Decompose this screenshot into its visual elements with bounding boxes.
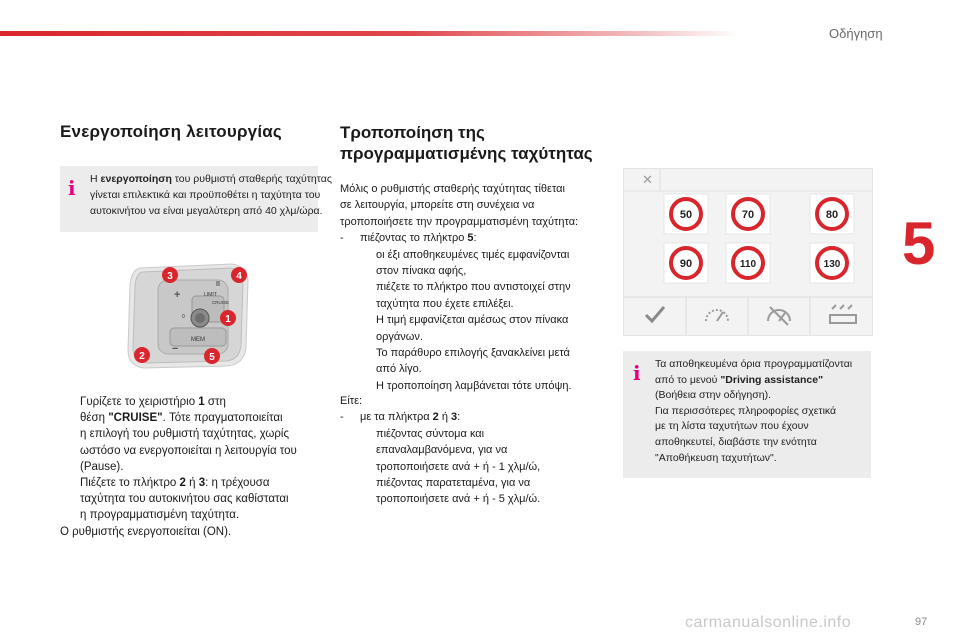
steering-controls-illustration [120,256,255,376]
speed-value: 130 [823,259,841,270]
svg-text:2: 2 [139,351,145,362]
speed-sign-130[interactable] [810,243,854,283]
close-icon[interactable]: ✕ [642,173,653,188]
callout-3 [162,267,178,283]
callout-2 [134,347,150,363]
park-assist-icon[interactable] [830,305,856,323]
cruise-label: CRUISE [212,300,230,305]
modify-speed-heading: Τροποποίηση της προγραμματισμένης ταχύτητας [340,123,593,163]
speed-limit-icon[interactable] [768,307,790,325]
speed-sign-70[interactable] [726,194,770,234]
activation-info-text: Η ενεργοποίηση του ρυθμιστή σταθερής ταχύτητας γίνεται επιλεκτικά και προϋποθέτει η ταχύτητα του αυτοκινήτου να είναι μεγαλύτερη από 40 χλμ/ώρα. [90,173,332,217]
touchscreen-graphic [624,169,872,335]
stored-limits-info-text: Τα αποθηκευμένα όρια προγραμματίζονται από το μενού "Driving assistance" (Βοήθεια στην οδήγηση). Για περισσότερες πληροφορίες σχετικά με τη λίστα ταχυτήτων που έχουν αποθηκευτεί, διαβάστε την ενότητα "Αποθήκευση ταχυτήτων". [655,358,853,464]
speedometer-icon[interactable] [706,310,728,321]
watermark: carmanualsonline.info [685,614,852,631]
steering-wheel-controls-diagram [120,256,255,376]
speed-sign-110[interactable] [726,243,770,283]
svg-text:1: 1 [225,314,231,325]
activation-body-text: Γυρίζετε το χειριστήριο 1 στη θέση "CRUISE". Τότε πραγματοποιείται η επιλογή του ρυθμιστή ταχύτητας, χωρίς ωστόσο να ενεργοποιείται η λειτουργία του (Pause). Πιέζετε το πλήκτρο 2 ή 3: η τρέχουσα ταχύτητα του αυτοκινήτου σας καθίσταται η προγραμματισμένη ταχύτητα. Ο ρυθμιστής ενεργοποιείται (ON). [60,396,297,538]
speed-sign-50[interactable] [664,194,708,234]
modify-speed-alt-text: Είτε: - με τα πλήκτρα 2 ή 3: πιέζοντας σύντομα και επαναλαμβανόμενα, για να τροποποιήσετε ανά + ή - 1 χλμ/ώ, πιέζοντας παρατεταμένα, για να τροποποιήσετε ανά + ή - 5 χλμ/ώ. [340,395,541,506]
limit-label: LIMIT [204,292,217,298]
svg-text:4: 4 [236,271,242,282]
speed-value: 110 [739,259,757,270]
callout-5 [204,348,220,364]
modify-speed-text: Μόλις ο ρυθμιστής σταθερής ταχύτητας τίθεται σε λειτουργία, μπορείτε στη συνέχεια να τροποποιήσετε την προγραμματισμένη ταχύτητα: - πιέζοντας το πλήκτρο 5: οι έξι αποθηκευμένες τιμές εμφανίζονται στον πίνακα αφής, πιέζετε το πλήκτρο που αντιστοιχεί στην ταχύτητα που έχετε επιλέξει. Η τιμή εμφανίζεται αμέσως στον πίνακα οργάνων. Το παράθυρο επιλογής ξανακλείνει μετά από λίγο. Η τροποποίηση λαμβάνεται τότε υπόψη. [340,183,579,392]
info-icon: i [633,361,641,385]
speed-memory-touchscreen [623,168,873,336]
header-accent-bar [0,31,740,36]
minus-label: − [172,343,179,355]
speed-value: 50 [679,209,693,221]
callout-4 [231,267,247,283]
plus-label: + [174,289,181,301]
check-icon[interactable] [646,307,664,321]
callout-1 [220,310,236,326]
page-number: 97 [915,616,928,628]
speed-value: 90 [679,258,693,270]
pause-label: II [216,281,220,288]
activation-info-box [60,166,332,232]
chapter-number: 5 [902,210,936,277]
info-icon: i [68,176,76,200]
svg-text:3: 3 [167,271,173,282]
speed-sign-90[interactable] [664,243,708,283]
speed-value: 80 [825,209,839,221]
mem-label: MEM [191,337,205,343]
activation-heading: Ενεργοποίηση λειτουργίας [60,122,282,141]
svg-text:5: 5 [209,352,215,363]
speed-sign-80[interactable] [810,194,854,234]
zero-label: 0 [182,314,185,320]
speed-value: 70 [741,209,755,221]
section-title: Οδήγηση [829,26,883,41]
stored-limits-info-box [623,351,871,478]
